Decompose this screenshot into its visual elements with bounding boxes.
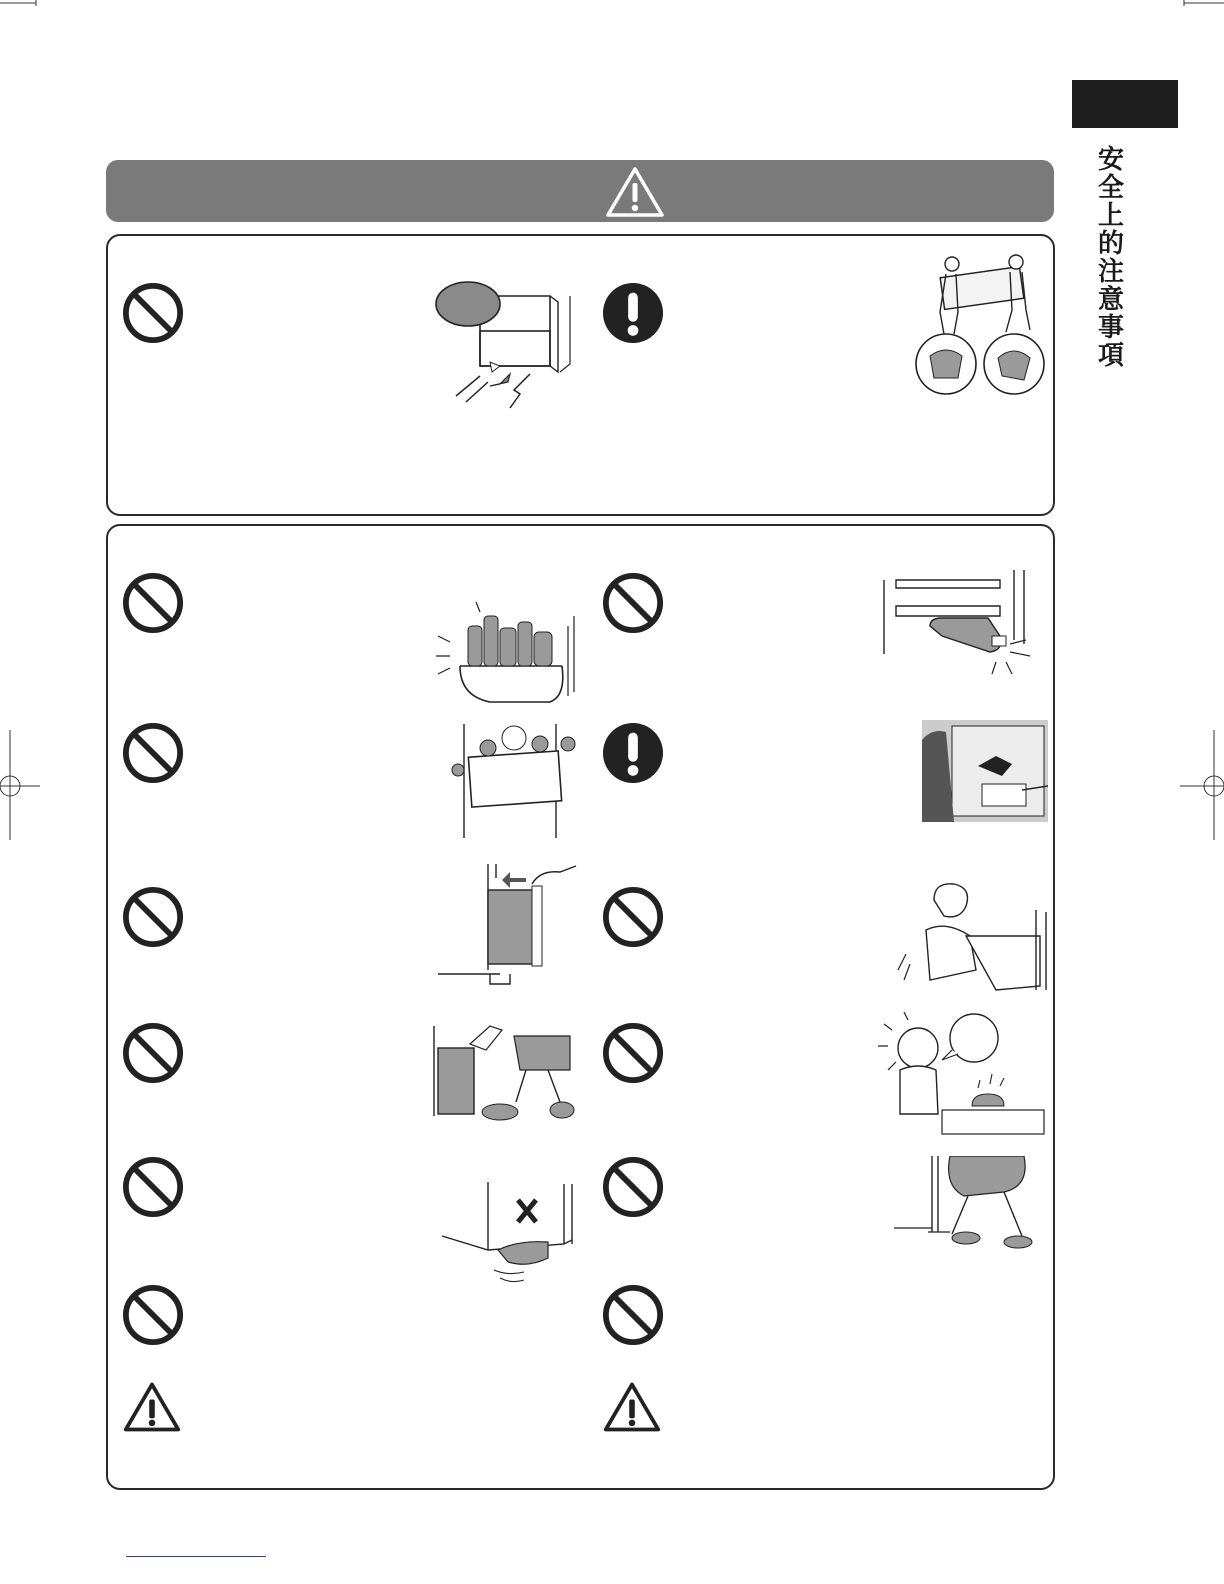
woman-at-freezer-drawer-illustration [890,880,1050,996]
prohibited-icon [602,886,664,948]
caution-triangle-icon [602,1380,662,1434]
warning-banner [106,160,1054,222]
foot-kicking-drawer-illustration [430,1020,580,1128]
prohibited-icon [122,886,184,948]
section-title-char: 意 [1097,285,1124,315]
prohibited-icon [602,1156,664,1218]
person-removing-items-illustration [922,720,1048,822]
prohibited-icon [122,1284,184,1346]
footer-rule [126,1556,266,1557]
bottle-under-shelf-illustration [880,570,1044,682]
section-title-vertical [1096,146,1126,370]
closing-drawer-hand-illustration [436,860,580,988]
mandatory-icon [602,722,664,784]
person-pushing-refrigerator-illustration [894,1156,1046,1256]
items-on-top-of-drawer-illustration [440,714,580,842]
caution-triangle-icon [122,1380,182,1434]
movers-carrying-refrigerator-illustration [912,252,1048,398]
mandatory-icon [602,282,664,344]
prohibited-icon [602,1022,664,1084]
prohibited-icon [602,572,664,634]
prohibited-icon [122,1156,184,1218]
prohibited-icon [122,722,184,784]
chapter-tab [1072,80,1178,128]
warning-triangle-icon [605,166,665,218]
woman-smelling-food-illustration [878,1010,1048,1136]
registration-mark-left [0,730,40,840]
registration-mark-right [1180,730,1224,840]
registration-mark-top-right [1180,0,1224,10]
section-title-char: 安 [1097,145,1124,175]
section-title-char: 注 [1097,257,1124,287]
prohibited-icon [602,1284,664,1346]
prohibited-icon [122,572,184,634]
prohibited-icon [122,1022,184,1084]
section-title-char: 全 [1097,173,1124,203]
section-title-char: 事 [1097,313,1124,343]
foot-under-refrigerator-illustration [438,1180,578,1284]
overloaded-door-bins-illustration [430,596,580,708]
registration-mark-top-left [0,0,40,10]
section-title-char: 項 [1097,341,1124,371]
prohibited-icon [122,282,184,344]
refrigerator-bottom-impact-illustration [430,276,580,416]
section-title-char: 的 [1097,229,1124,259]
section-title-char: 上 [1097,201,1124,231]
